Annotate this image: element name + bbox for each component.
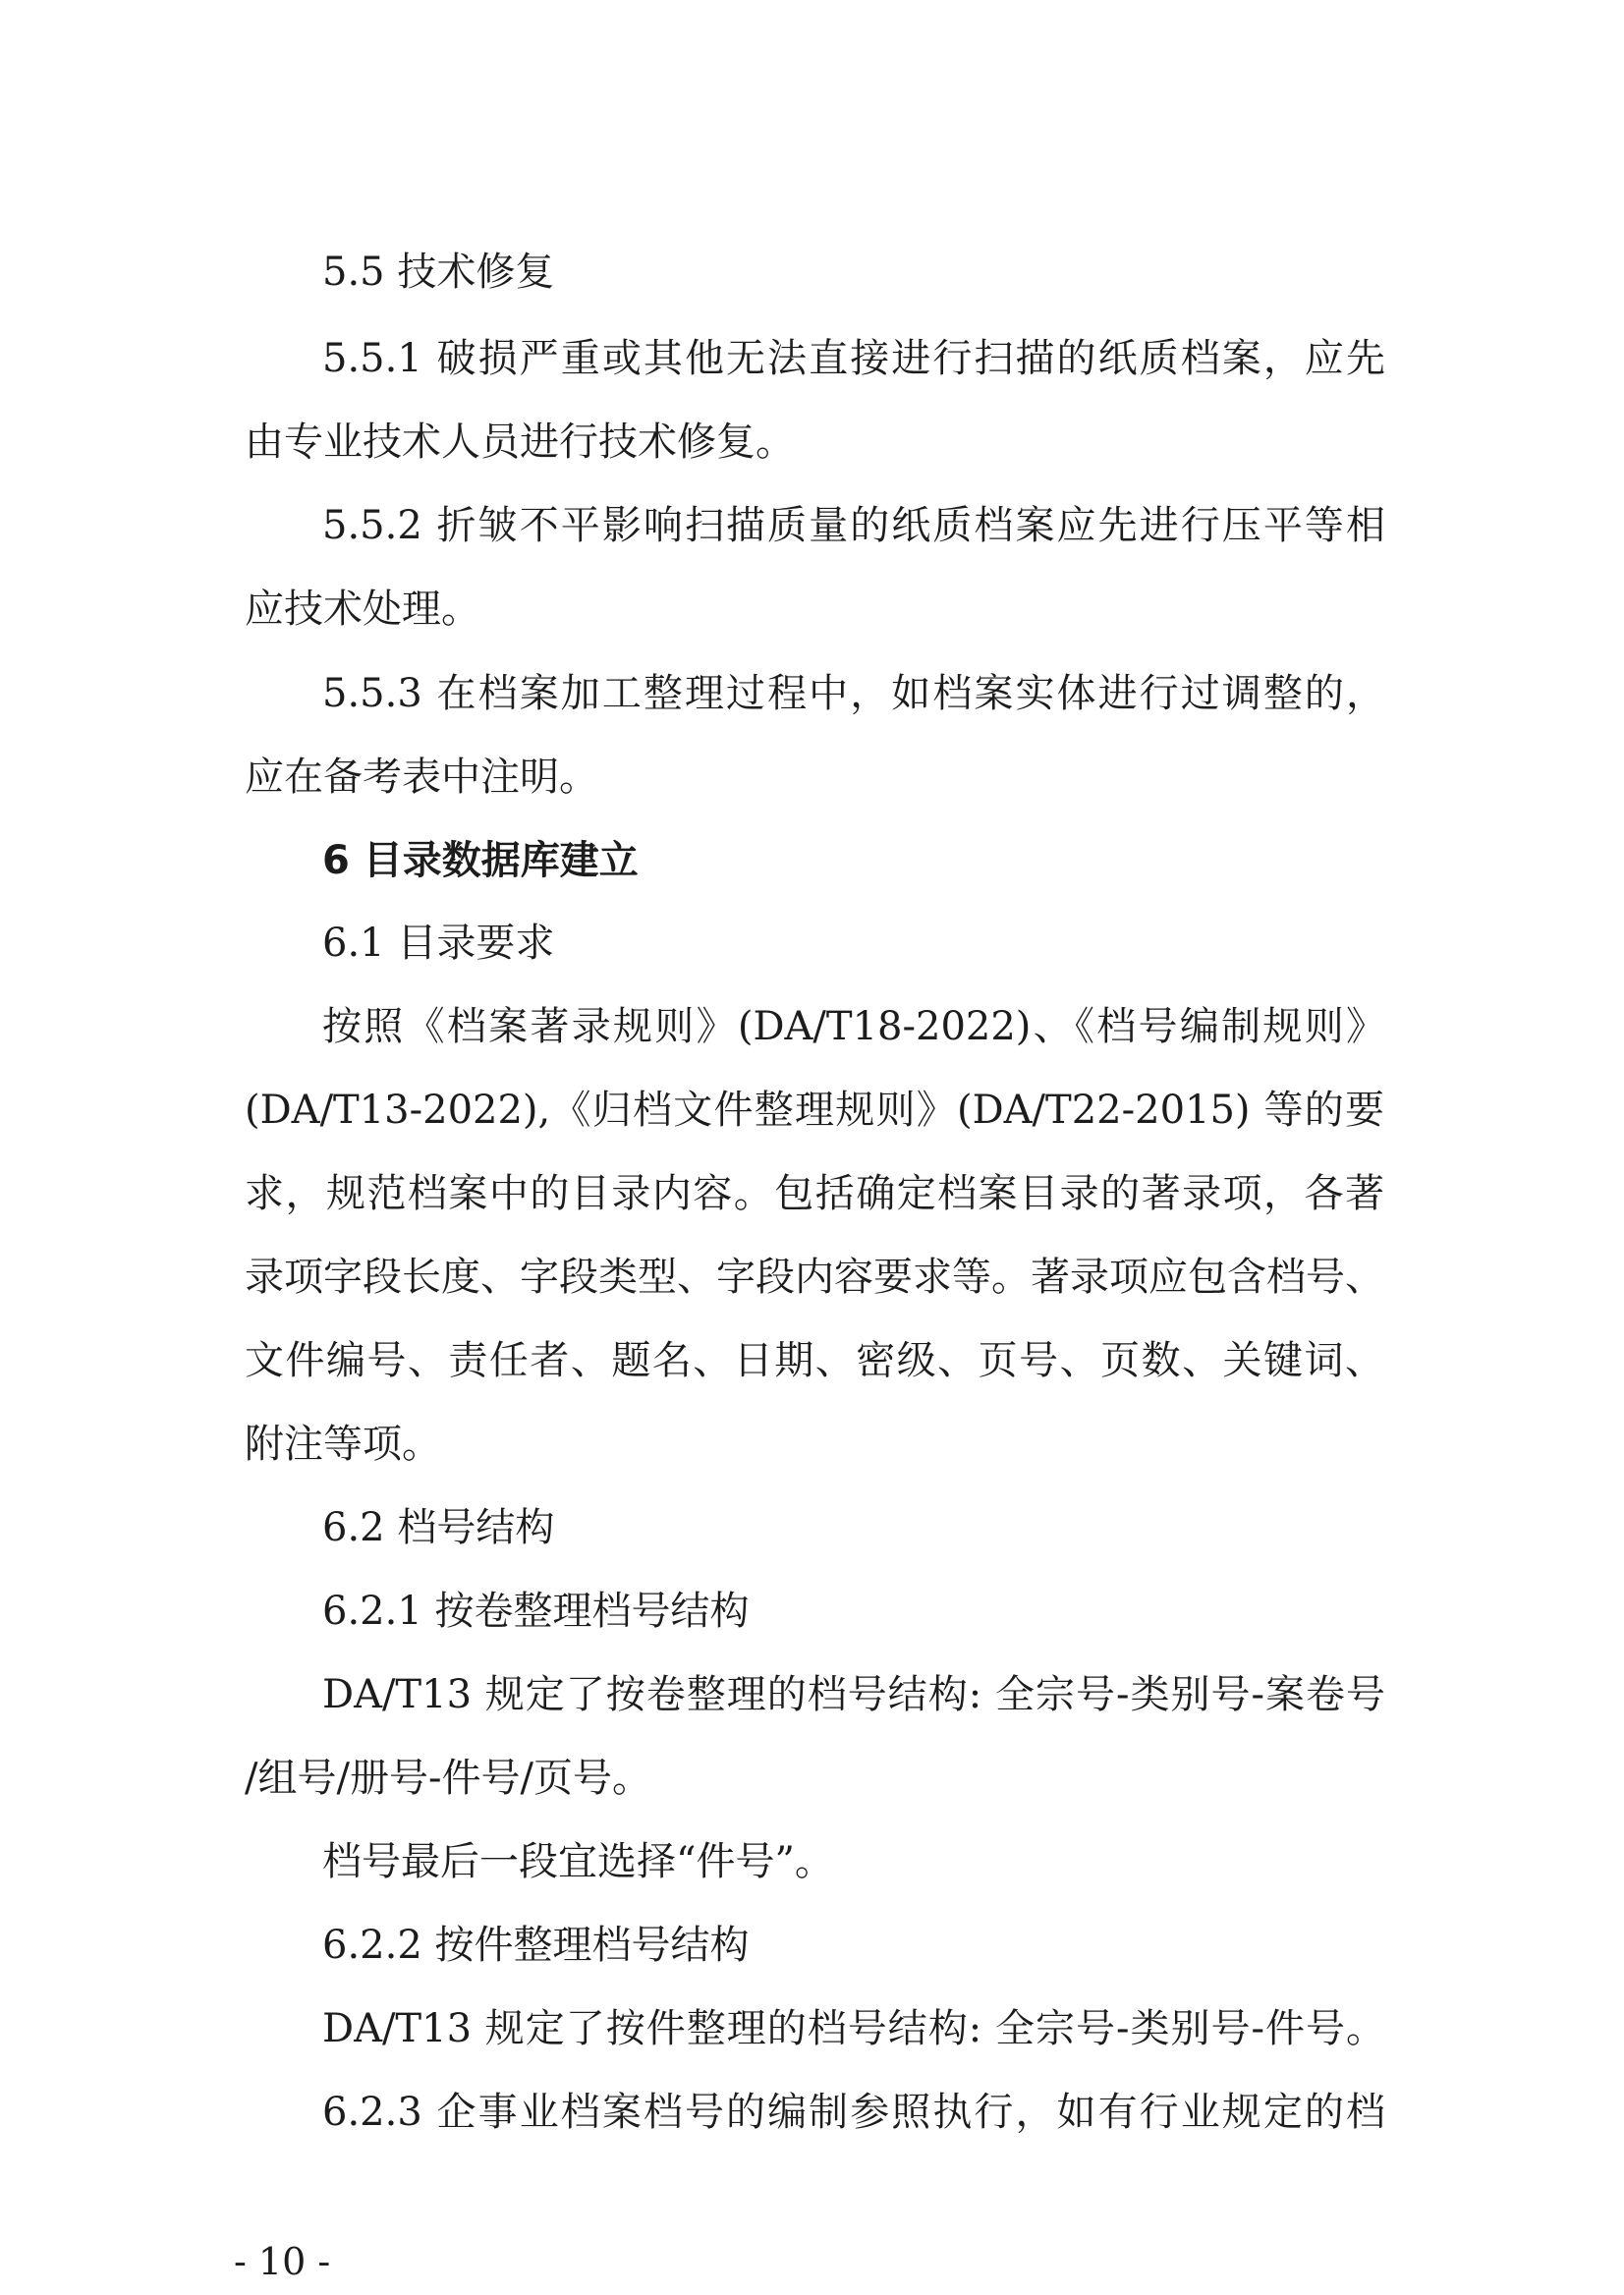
paragraph-5-5-2-line-1: 5.5.2 折皱不平影响扫描质量的纸质档案应先进行压平等相 <box>322 503 1385 548</box>
paragraph-6-1-line-1: 按照《档案著录规则》(DA/T18-2022)、《档号编制规则》 <box>322 1004 1385 1049</box>
paragraph-6-2-2: DA/T13 规定了按件整理的档号结构: 全宗号-类别号-件号。 <box>322 2006 1385 2051</box>
paragraph-5-5-2-line-2: 应技术处理。 <box>245 587 480 632</box>
paragraph-6-2-3-line-1: 6.2.3 企事业档案档号的编制参照执行，如有行业规定的档 <box>322 2090 1385 2135</box>
section-heading-6-2: 6.2 档号结构 <box>322 1505 555 1550</box>
paragraph-6-1-line-4: 录项字段长度、字段类型、字段内容要求等。著录项应包含档号、 <box>245 1255 1384 1300</box>
chapter-heading-6: 6 目录数据库建立 <box>322 838 639 883</box>
paragraph-5-5-1-line-2: 由专业技术人员进行技术修复。 <box>245 420 795 465</box>
page-number: - 10 - <box>234 2240 331 2283</box>
paragraph-5-5-1-line-1: 5.5.1 破损严重或其他无法直接进行扫描的纸质档案，应先 <box>322 336 1385 381</box>
paragraph-6-1-line-5: 文件编号、责任者、题名、日期、密级、页号、页数、关键词、 <box>245 1338 1384 1383</box>
paragraph-5-5-3-line-2: 应在备考表中注明。 <box>245 755 598 800</box>
section-heading-6-2-2: 6.2.2 按件整理档号结构 <box>322 1923 750 1968</box>
section-heading-6-2-1: 6.2.1 按卷整理档号结构 <box>322 1589 750 1634</box>
paragraph-6-2-1-line-1: DA/T13 规定了按卷整理的档号结构: 全宗号-类别号-案卷号 <box>322 1672 1385 1717</box>
paragraph-6-2-1-line-2: /组号/册号-件号/页号。 <box>245 1756 651 1801</box>
paragraph-5-5-3-line-1: 5.5.3 在档案加工整理过程中，如档案实体进行过调整的， <box>322 671 1385 716</box>
paragraph-6-1-line-2: (DA/T13-2022),《归档文件整理规则》(DA/T22-2015) 等的要 <box>245 1088 1384 1133</box>
paragraph-6-1-line-6: 附注等项。 <box>245 1422 441 1467</box>
section-heading-6-1: 6.1 目录要求 <box>322 921 555 966</box>
paragraph-6-1-line-3: 求，规范档案中的目录内容。包括确定档案目录的著录项，各著 <box>245 1171 1384 1216</box>
section-heading-5-5: 5.5 技术修复 <box>322 250 555 295</box>
paragraph-6-2-1-note: 档号最后一段宜选择“件号”。 <box>322 1839 834 1884</box>
